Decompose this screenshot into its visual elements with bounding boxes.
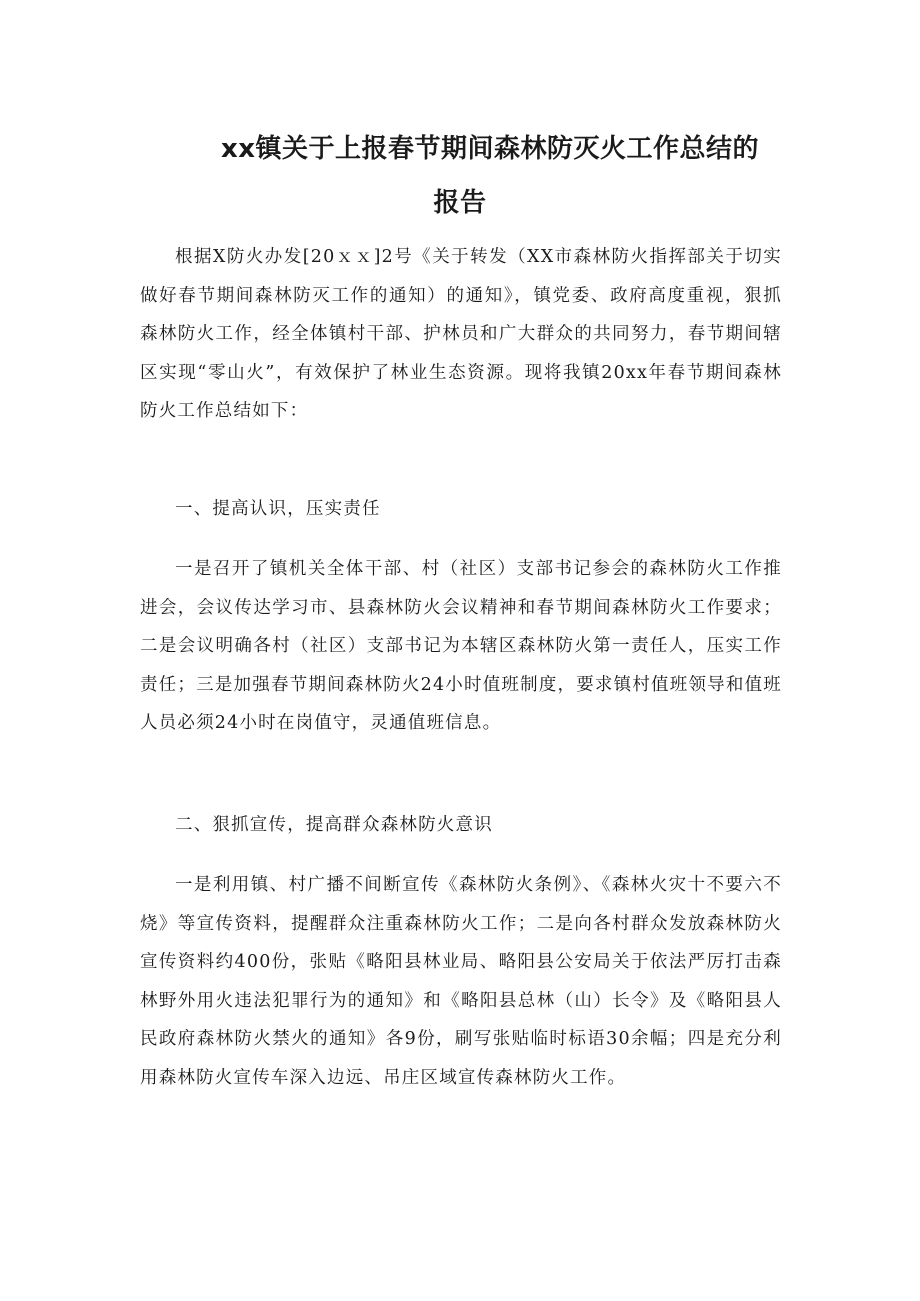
- document-title-line2: 报告: [433, 188, 487, 218]
- intro-paragraph: 根据X防火办发[20ｘｘ]2号《关于转发（XX市森林防火指挥部关于切实做好春节期间森林防灭工作的通知）的通知》，镇党委、政府高度重视，狠抓森林防火工作，经全体镇村干部、护林员和广大群众的共同努力，春节期间辖区实现“零山火”，有效保护了林业生态资源。现将我镇20xx年春节期间森林防火工作总结如下：: [140, 247, 782, 421]
- section2-paragraph: 一是利用镇、村广播不间断宣传《森林防火条例》、《森林火灾十不要六不烧》等宣传资料，提醒群众注重森林防火工作；二是向各村群众发放森林防火宣传资料约400份，张贴《略阳县林业局、略阳县公安局关于依法严厉打击森林野外用火违法犯罪行为的通知》和《略阳县总林（山）长令》及《略阳县人民政府森林防火禁火的通知》各9份，刷写张贴临时标语30余幅；四是充分利用森林防火宣传车深入边远、吊庄区域宣传森林防火工作。: [140, 875, 782, 1088]
- document-title-line1: xx镇关于上报春节期间森林防灭火工作总结的: [220, 134, 760, 164]
- section2-heading: 二、狠抓宣传，提高群众森林防火意识: [175, 815, 493, 835]
- section1-paragraph: 一是召开了镇机关全体干部、村（社区）支部书记参会的森林防火工作推进会，会议传达学习市、县森林防火会议精神和春节期间森林防火工作要求；二是会议明确各村（社区）支部书记为本辖区森林防火第一责任人，压实工作责任；三是加强春节期间森林防火24小时值班制度，要求镇村值班领导和值班人员必须24小时在岗值守，灵通值班信息。: [140, 559, 782, 733]
- section1-heading: 一、提高认识，压实责任: [175, 499, 381, 519]
